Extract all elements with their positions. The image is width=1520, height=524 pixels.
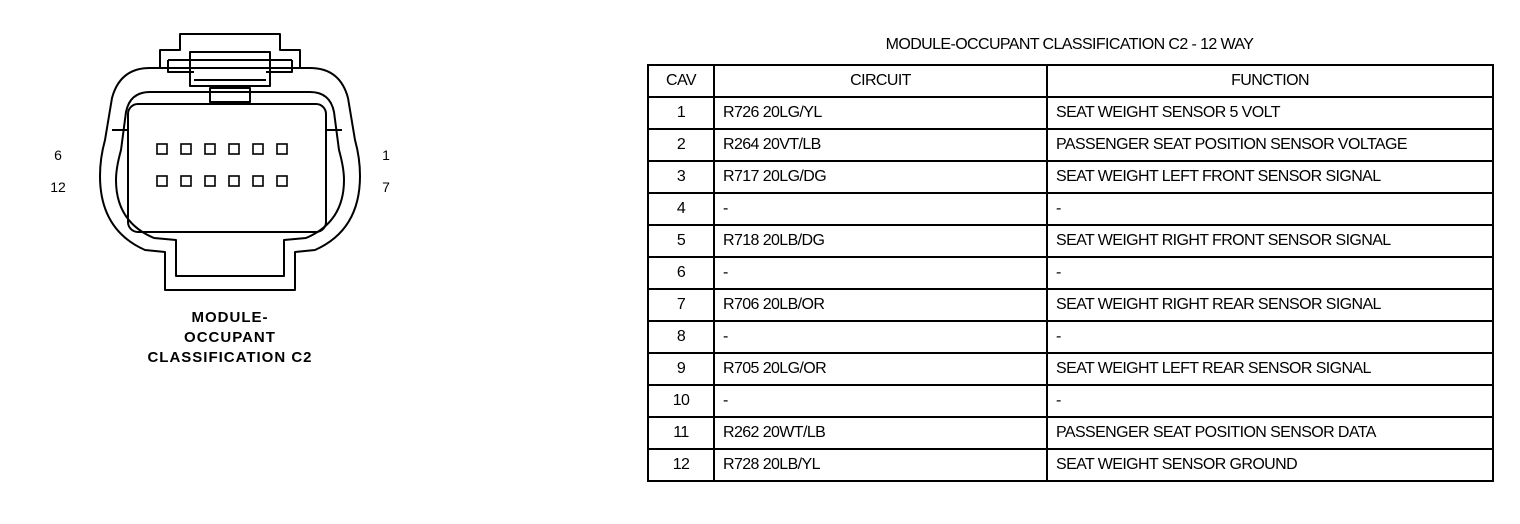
connector-inner-shroud bbox=[116, 92, 344, 276]
circuit-cell: R262 20WT/LB bbox=[714, 417, 1047, 449]
circuit-cell: - bbox=[714, 257, 1047, 289]
connector-name-line-1: MODULE- bbox=[191, 309, 269, 326]
table-row bbox=[648, 257, 1493, 289]
circuit-cell: R264 20VT/LB bbox=[714, 129, 1047, 161]
circuit-cell: R717 20LG/DG bbox=[714, 161, 1047, 193]
circuit-cell: R728 20LB/YL bbox=[714, 449, 1047, 481]
cav-cell: 4 bbox=[648, 193, 714, 225]
pin-cavity bbox=[229, 144, 239, 154]
table-row bbox=[648, 193, 1493, 225]
connector-name bbox=[120, 308, 340, 368]
cav-cell: 5 bbox=[648, 225, 714, 257]
circuit-cell: R718 20LB/DG bbox=[714, 225, 1047, 257]
cav-cell: 7 bbox=[648, 289, 714, 321]
circuit-cell: R706 20LB/OR bbox=[714, 289, 1047, 321]
cav-cell: 11 bbox=[648, 417, 714, 449]
cav-cell: 6 bbox=[648, 257, 714, 289]
circuit-cell: - bbox=[714, 193, 1047, 225]
pin-cavity bbox=[181, 144, 191, 154]
circuit-cell: R726 20LG/YL bbox=[714, 97, 1047, 129]
header-cav: CAV bbox=[648, 65, 714, 97]
table-row bbox=[648, 449, 1493, 481]
connector-name-line-2: OCCUPANT bbox=[184, 329, 276, 346]
cav-cell: 1 bbox=[648, 97, 714, 129]
pin-cavity-grid bbox=[157, 144, 287, 186]
pin-label-top-right: 1 bbox=[382, 147, 390, 163]
circuit-cell: - bbox=[714, 321, 1047, 353]
cav-cell: 9 bbox=[648, 353, 714, 385]
header-circuit: CIRCUIT bbox=[714, 65, 1047, 97]
table-body bbox=[648, 97, 1493, 481]
pin-cavity bbox=[157, 176, 167, 186]
table-row bbox=[648, 353, 1493, 385]
function-cell: PASSENGER SEAT POSITION SENSOR DATA bbox=[1047, 417, 1493, 449]
pin-cavity bbox=[157, 144, 167, 154]
latch-rail bbox=[168, 60, 292, 72]
function-cell: - bbox=[1047, 385, 1493, 417]
function-cell: - bbox=[1047, 257, 1493, 289]
function-cell: SEAT WEIGHT SENSOR GROUND bbox=[1047, 449, 1493, 481]
cav-cell: 3 bbox=[648, 161, 714, 193]
connector-name-line-3: CLASSIFICATION C2 bbox=[147, 349, 313, 366]
pin-cavity bbox=[205, 144, 215, 154]
table-row bbox=[648, 289, 1493, 321]
circuit-cell: - bbox=[714, 385, 1047, 417]
cav-cell: 8 bbox=[648, 321, 714, 353]
function-cell: PASSENGER SEAT POSITION SENSOR VOLTAGE bbox=[1047, 129, 1493, 161]
function-cell: - bbox=[1047, 321, 1493, 353]
header-function: FUNCTION bbox=[1047, 65, 1493, 97]
table-row bbox=[648, 225, 1493, 257]
cav-cell: 2 bbox=[648, 129, 714, 161]
function-cell: SEAT WEIGHT SENSOR 5 VOLT bbox=[1047, 97, 1493, 129]
pin-label-bottom-right: 7 bbox=[382, 179, 390, 195]
pin-cavity bbox=[229, 176, 239, 186]
pin-label-top-left: 6 bbox=[54, 147, 62, 163]
latch-window bbox=[210, 88, 250, 102]
circuit-cell: R705 20LG/OR bbox=[714, 353, 1047, 385]
pin-cavity bbox=[205, 176, 215, 186]
table-caption: MODULE-OCCUPANT CLASSIFICATION C2 - 12 WAY bbox=[885, 36, 1254, 53]
table-row bbox=[648, 385, 1493, 417]
table-row bbox=[648, 417, 1493, 449]
pin-cavity bbox=[181, 176, 191, 186]
function-cell: SEAT WEIGHT RIGHT FRONT SENSOR SIGNAL bbox=[1047, 225, 1493, 257]
cav-cell: 12 bbox=[648, 449, 714, 481]
table-header-row bbox=[648, 65, 1493, 97]
table-row bbox=[648, 129, 1493, 161]
function-cell: SEAT WEIGHT RIGHT REAR SENSOR SIGNAL bbox=[1047, 289, 1493, 321]
pin-cavity bbox=[253, 176, 263, 186]
cav-cell: 10 bbox=[648, 385, 714, 417]
function-cell: SEAT WEIGHT LEFT FRONT SENSOR SIGNAL bbox=[1047, 161, 1493, 193]
pin-cavity bbox=[277, 176, 287, 186]
table-row bbox=[648, 97, 1493, 129]
pin-label-bottom-left: 12 bbox=[50, 179, 66, 195]
connector-face-diagram bbox=[0, 0, 460, 310]
table-row bbox=[648, 161, 1493, 193]
pin-cavity bbox=[277, 144, 287, 154]
pin-insert bbox=[128, 104, 326, 232]
pin-cavity bbox=[253, 144, 263, 154]
table-row bbox=[648, 321, 1493, 353]
pinout-table bbox=[647, 64, 1494, 482]
function-cell: SEAT WEIGHT LEFT REAR SENSOR SIGNAL bbox=[1047, 353, 1493, 385]
function-cell: - bbox=[1047, 193, 1493, 225]
